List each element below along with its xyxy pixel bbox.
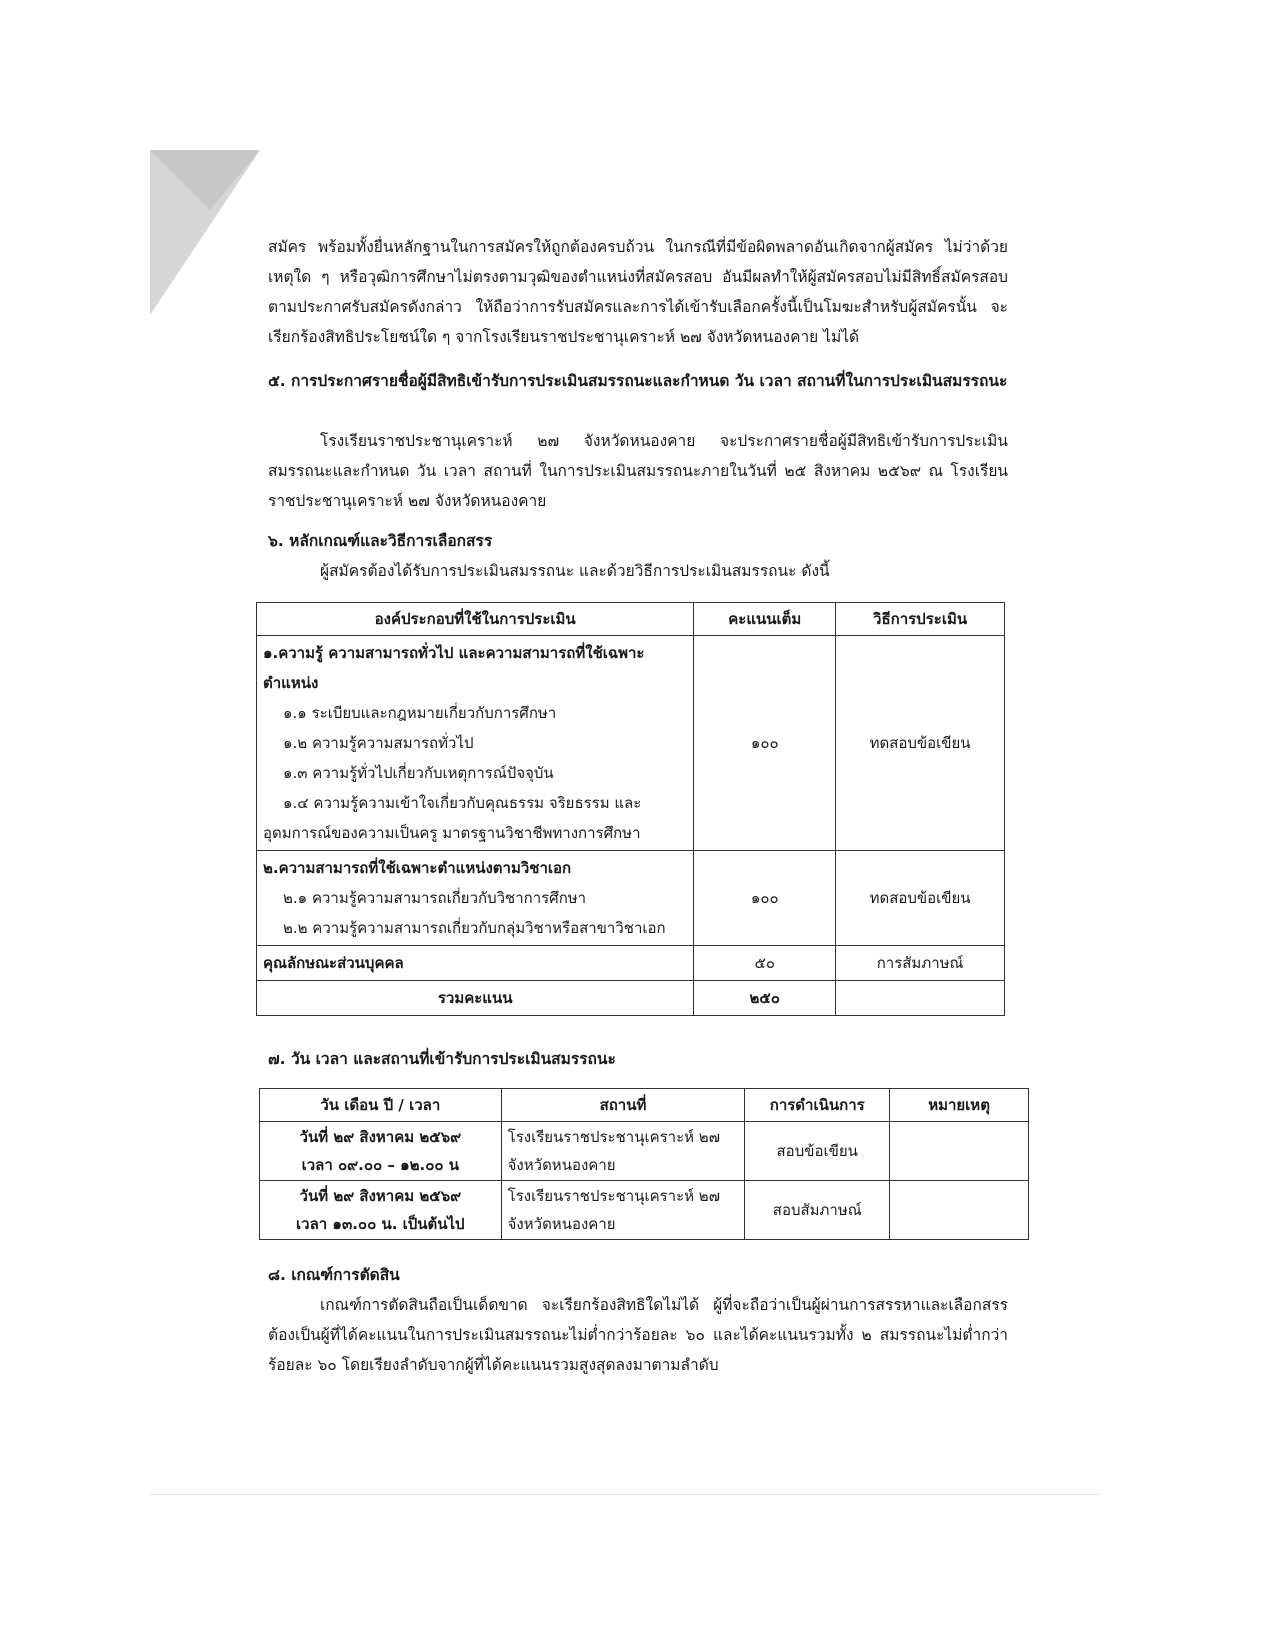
criteria-item: ๒.๑ ความรู้ความสามารถเกี่ยวกับวิชาการศึกษา (283, 889, 587, 907)
section6-heading: ๖. หลักเกณฑ์และวิธีการเลือกสรร (268, 532, 493, 550)
place-line: จังหวัดหนองคาย (507, 1215, 616, 1233)
total-label: รวมคะแนน (257, 981, 694, 1016)
action-cell: สอบสัมภาษณ์ (745, 1181, 890, 1240)
table-row (257, 636, 1005, 851)
criteria-cell (257, 851, 694, 946)
section5-body: โรงเรียนราชประชานุเคราะห์ ๒๗ จังหวัดหนองคาย จะประกาศรายชื่อผู้มีสิทธิเข้ารับการประเมินสมรรถนะและกำหนด วัน เวลา สถานที่ ในการประเมินสมรรถนะภายในวันที่ ๒๕ สิงหาคม ๒๕๖๙ ณ โรงเรียนราชประชานุเคราะห์ ๒๗ จังหวัดหนองคาย (268, 432, 1008, 510)
time-text: เวลา ๑๓.๐๐ น. เป็นต้นไป (296, 1215, 465, 1233)
table-header-row (260, 1089, 1029, 1122)
section5-heading: ๕. การประกาศรายชื่อผู้มีสิทธิเข้ารับการประเมินสมรรถนะและกำหนด วัน เวลา สถานที่ในการประเมินสมรรถนะ (268, 372, 1008, 390)
criteria-item: ๑.๔ ความรู้ความเข้าใจเกี่ยวกับคุณธรรม จริยธรรม และ (283, 794, 642, 812)
page-fold-shadow (150, 150, 260, 315)
score-cell: ๑๐๐ (694, 636, 836, 851)
criteria-item: ๑.๒ ความรู้ความสมารถทั่วไป (283, 734, 474, 752)
date-time-cell (260, 1181, 502, 1240)
method-cell: ทดสอบข้อเขียน (836, 851, 1005, 946)
header-full-score: คะแนนเต็ม (694, 603, 836, 636)
criteria-item: ๑.๑ ระเบียบและกฎหมายเกี่ยวกับการศึกษา (283, 704, 557, 722)
time-text: เวลา ๐๙.๐๐ – ๑๒.๐๐ น (301, 1156, 460, 1174)
header-action: การดำเนินการ (745, 1089, 890, 1122)
score-cell: ๕๐ (694, 946, 836, 981)
assessment-criteria-table (256, 602, 1005, 1016)
place-cell (501, 1122, 745, 1181)
section8-body: เกณฑ์การตัดสินถือเป็นเด็ดขาด จะเรียกร้องสิทธิใดไม่ได้ ผู้ที่จะถือว่าเป็นผู้ผ่านการสรรหาและเลือกสรรต้องเป็นผู้ที่ได้คะแนนในการประเมินสมรรถนะไม่ต่ำกว่าร้อยละ ๖๐ และได้คะแนนรวมทั้ง ๒ สมรรถนะไม่ต่ำกว่าร้อยละ ๖๐ โดยเรียงลำดับจากผู้ที่ได้คะแนนรวมสูงสุดลงมาตามลำดับ (268, 1296, 1008, 1374)
date-text: วันที่ ๒๙ สิงหาคม ๒๕๖๙ (299, 1128, 462, 1146)
criteria-cell (257, 636, 694, 851)
criteria-item: ๑.๓ ความรู้ทั่วไปเกี่ยวกับเหตุการณ์ปัจจุบัน (283, 764, 554, 782)
criteria-item: ๒.๒ ความรู้ความสามารถเกี่ยวกับกลุ่มวิชาหรือสาขาวิชาเอก (283, 919, 666, 937)
date-time-cell (260, 1122, 502, 1181)
criteria-title: ๑.ความรู้ ความสามารถทั่วไป และความสามารถที่ใช้เฉพาะตำแหน่ง (263, 644, 645, 692)
section6-body: ผู้สมัครต้องได้รับการประเมินสมรรถนะ และด้วยวิธีการประเมินสมรรถนะ ดังนี้ (320, 562, 830, 580)
criteria-title: คุณลักษณะส่วนบุคคล (257, 946, 694, 981)
place-line: โรงเรียนราชประชานุเคราะห์ ๒๗ (507, 1187, 720, 1205)
score-cell: ๑๐๐ (694, 851, 836, 946)
place-line: จังหวัดหนองคาย (507, 1156, 616, 1174)
table-row (257, 851, 1005, 946)
criteria-title: ๒.ความสามารถที่ใช้เฉพาะตำแหน่งตามวิชาเอก (263, 859, 572, 877)
header-note: หมายเหตุ (890, 1089, 1029, 1122)
header-place: สถานที่ (501, 1089, 745, 1122)
note-cell (890, 1181, 1029, 1240)
section8-heading: ๘. เกณฑ์การตัดสิน (268, 1266, 400, 1284)
place-line: โรงเรียนราชประชานุเคราะห์ ๒๗ (507, 1128, 720, 1146)
intro-paragraph: สมัคร พร้อมทั้งยื่นหลักฐานในการสมัครให้ถูกต้องครบถ้วน ในกรณีที่มีข้อผิดพลาดอันเกิดจากผู้สมัคร ไม่ว่าด้วยเหตุใด ๆ หรือวุฒิการศึกษาไม่ตรงตามวุฒิของตำแหน่งที่สมัครสอบ อันมีผลทำให้ผู้สมัครสอบไม่มีสิทธิ์สมัครสอบตามประกาศรับสมัครดังกล่าว ให้ถือว่าการรับสมัครและการได้เข้ารับเลือกครั้งนี้เป็นโมฆะสำหรับผู้สมัครนั้น จะเรียกร้องสิทธิประโยชน์ใด ๆ จากโรงเรียนราชประชานุเคราะห์ ๒๗ จังหวัดหนองคาย ไม่ได้ (268, 238, 1008, 346)
header-component: องค์ประกอบที่ใช้ในการประเมิน (257, 603, 694, 636)
section7-heading: ๗. วัน เวลา และสถานที่เข้ารับการประเมินสมรรถนะ (268, 1050, 616, 1068)
table-row (260, 1181, 1029, 1240)
method-cell: การสัมภาษณ์ (836, 946, 1005, 981)
table-total-row (257, 981, 1005, 1016)
table-row (260, 1122, 1029, 1181)
criteria-item-continued: อุดมการณ์ของความเป็นครู มาตรฐานวิชาชีพทางการศึกษา (263, 824, 641, 842)
table-header-row (257, 603, 1005, 636)
total-score: ๒๕๐ (694, 981, 836, 1016)
header-method: วิธีการประเมิน (836, 603, 1005, 636)
page-edge-line (150, 1494, 1100, 1495)
method-cell: ทดสอบข้อเขียน (836, 636, 1005, 851)
note-cell (890, 1122, 1029, 1181)
date-text: วันที่ ๒๙ สิงหาคม ๒๕๖๙ (299, 1187, 462, 1205)
header-date-time: วัน เดือน ปี / เวลา (260, 1089, 502, 1122)
place-cell (501, 1181, 745, 1240)
action-cell: สอบข้อเขียน (745, 1122, 890, 1181)
total-method-empty (836, 981, 1005, 1016)
table-row (257, 946, 1005, 981)
schedule-table (259, 1088, 1029, 1240)
